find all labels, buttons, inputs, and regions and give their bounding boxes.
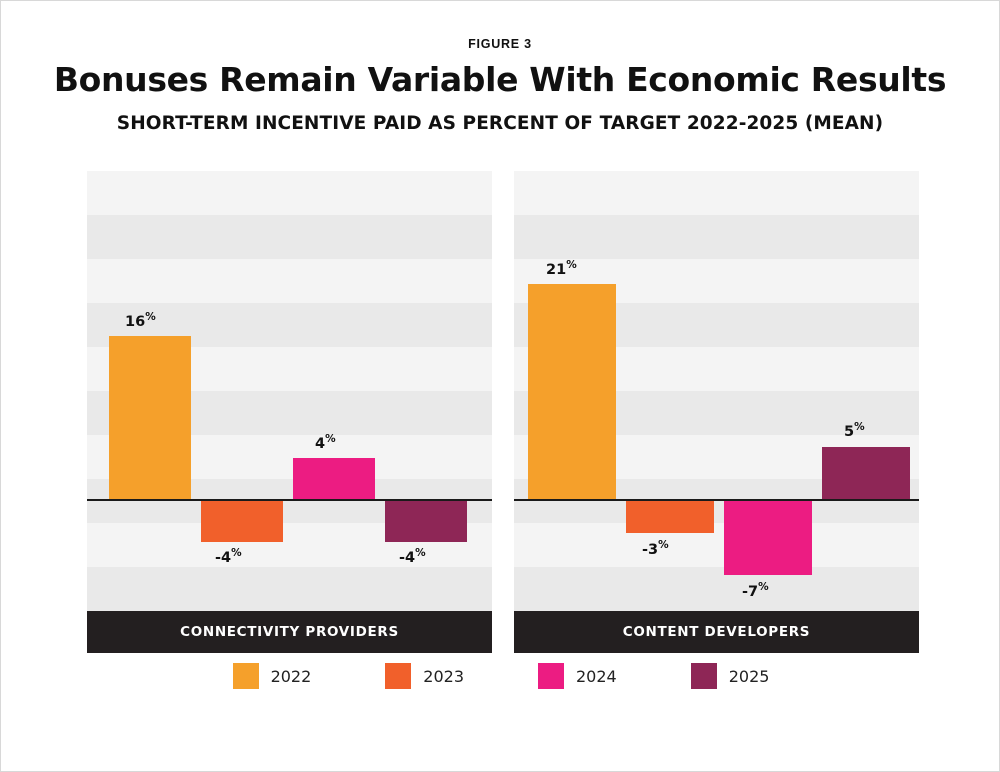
legend-swatch-icon — [538, 663, 564, 689]
bar-label-2023: -4% — [215, 547, 242, 566]
plot-area-connectivity-providers — [87, 171, 492, 611]
bar-2023 — [201, 501, 283, 542]
figure-number: FIGURE 3 — [468, 37, 532, 51]
grid-band — [514, 567, 919, 611]
bar-label-2024: 4% — [315, 433, 336, 452]
grid-band — [514, 523, 919, 567]
legend-swatch-icon — [385, 663, 411, 689]
panel-content-developers — [514, 171, 919, 653]
legend-item-2022 — [233, 663, 312, 689]
legend-label: 2024 — [576, 666, 617, 686]
plot-area-content-developers — [514, 171, 919, 611]
bar-2024 — [724, 501, 812, 575]
panel-connectivity-providers — [87, 171, 492, 653]
page-title: Bonuses Remain Variable With Economic Results — [53, 60, 947, 99]
legend-swatch-icon — [233, 663, 259, 689]
legend-label: 2023 — [423, 666, 464, 686]
bar-label-2024: -7% — [742, 581, 769, 600]
bar-label-2025: -4% — [399, 547, 426, 566]
chart-panels — [87, 171, 919, 653]
zero-axis-line — [514, 499, 919, 501]
bar-2024 — [293, 458, 375, 499]
bar-2023 — [626, 501, 714, 533]
legend-label: 2025 — [728, 666, 770, 686]
grid-band — [87, 567, 492, 611]
category-label-connectivity-providers: CONNECTIVITY PROVIDERS — [87, 611, 492, 653]
legend-item-2023 — [385, 663, 464, 689]
bar-2025 — [822, 447, 910, 499]
category-label-content-developers: CONTENT DEVELOPERS — [514, 611, 919, 653]
grid-band — [87, 171, 492, 215]
bar-label-2022: 21% — [546, 259, 577, 278]
bar-2022 — [109, 336, 191, 499]
grid-band — [514, 215, 919, 259]
chart-legend — [1, 663, 1000, 689]
page-subtitle: SHORT-TERM INCENTIVE PAID AS PERCENT OF TARGET 2022-2025 (MEAN) — [116, 113, 884, 134]
bar-2022 — [528, 284, 616, 499]
grid-band — [514, 171, 919, 215]
legend-swatch-icon — [691, 663, 717, 689]
bar-label-2025: 5% — [844, 421, 865, 440]
zero-axis-line — [87, 499, 492, 501]
legend-label: 2022 — [270, 666, 312, 686]
bar-label-2022: 16% — [125, 311, 156, 330]
bar-2025 — [385, 501, 467, 542]
legend-item-2024 — [538, 663, 617, 689]
legend-item-2025 — [691, 663, 770, 689]
bar-label-2023: -3% — [642, 539, 669, 558]
grid-band — [87, 215, 492, 259]
grid-band — [87, 259, 492, 303]
